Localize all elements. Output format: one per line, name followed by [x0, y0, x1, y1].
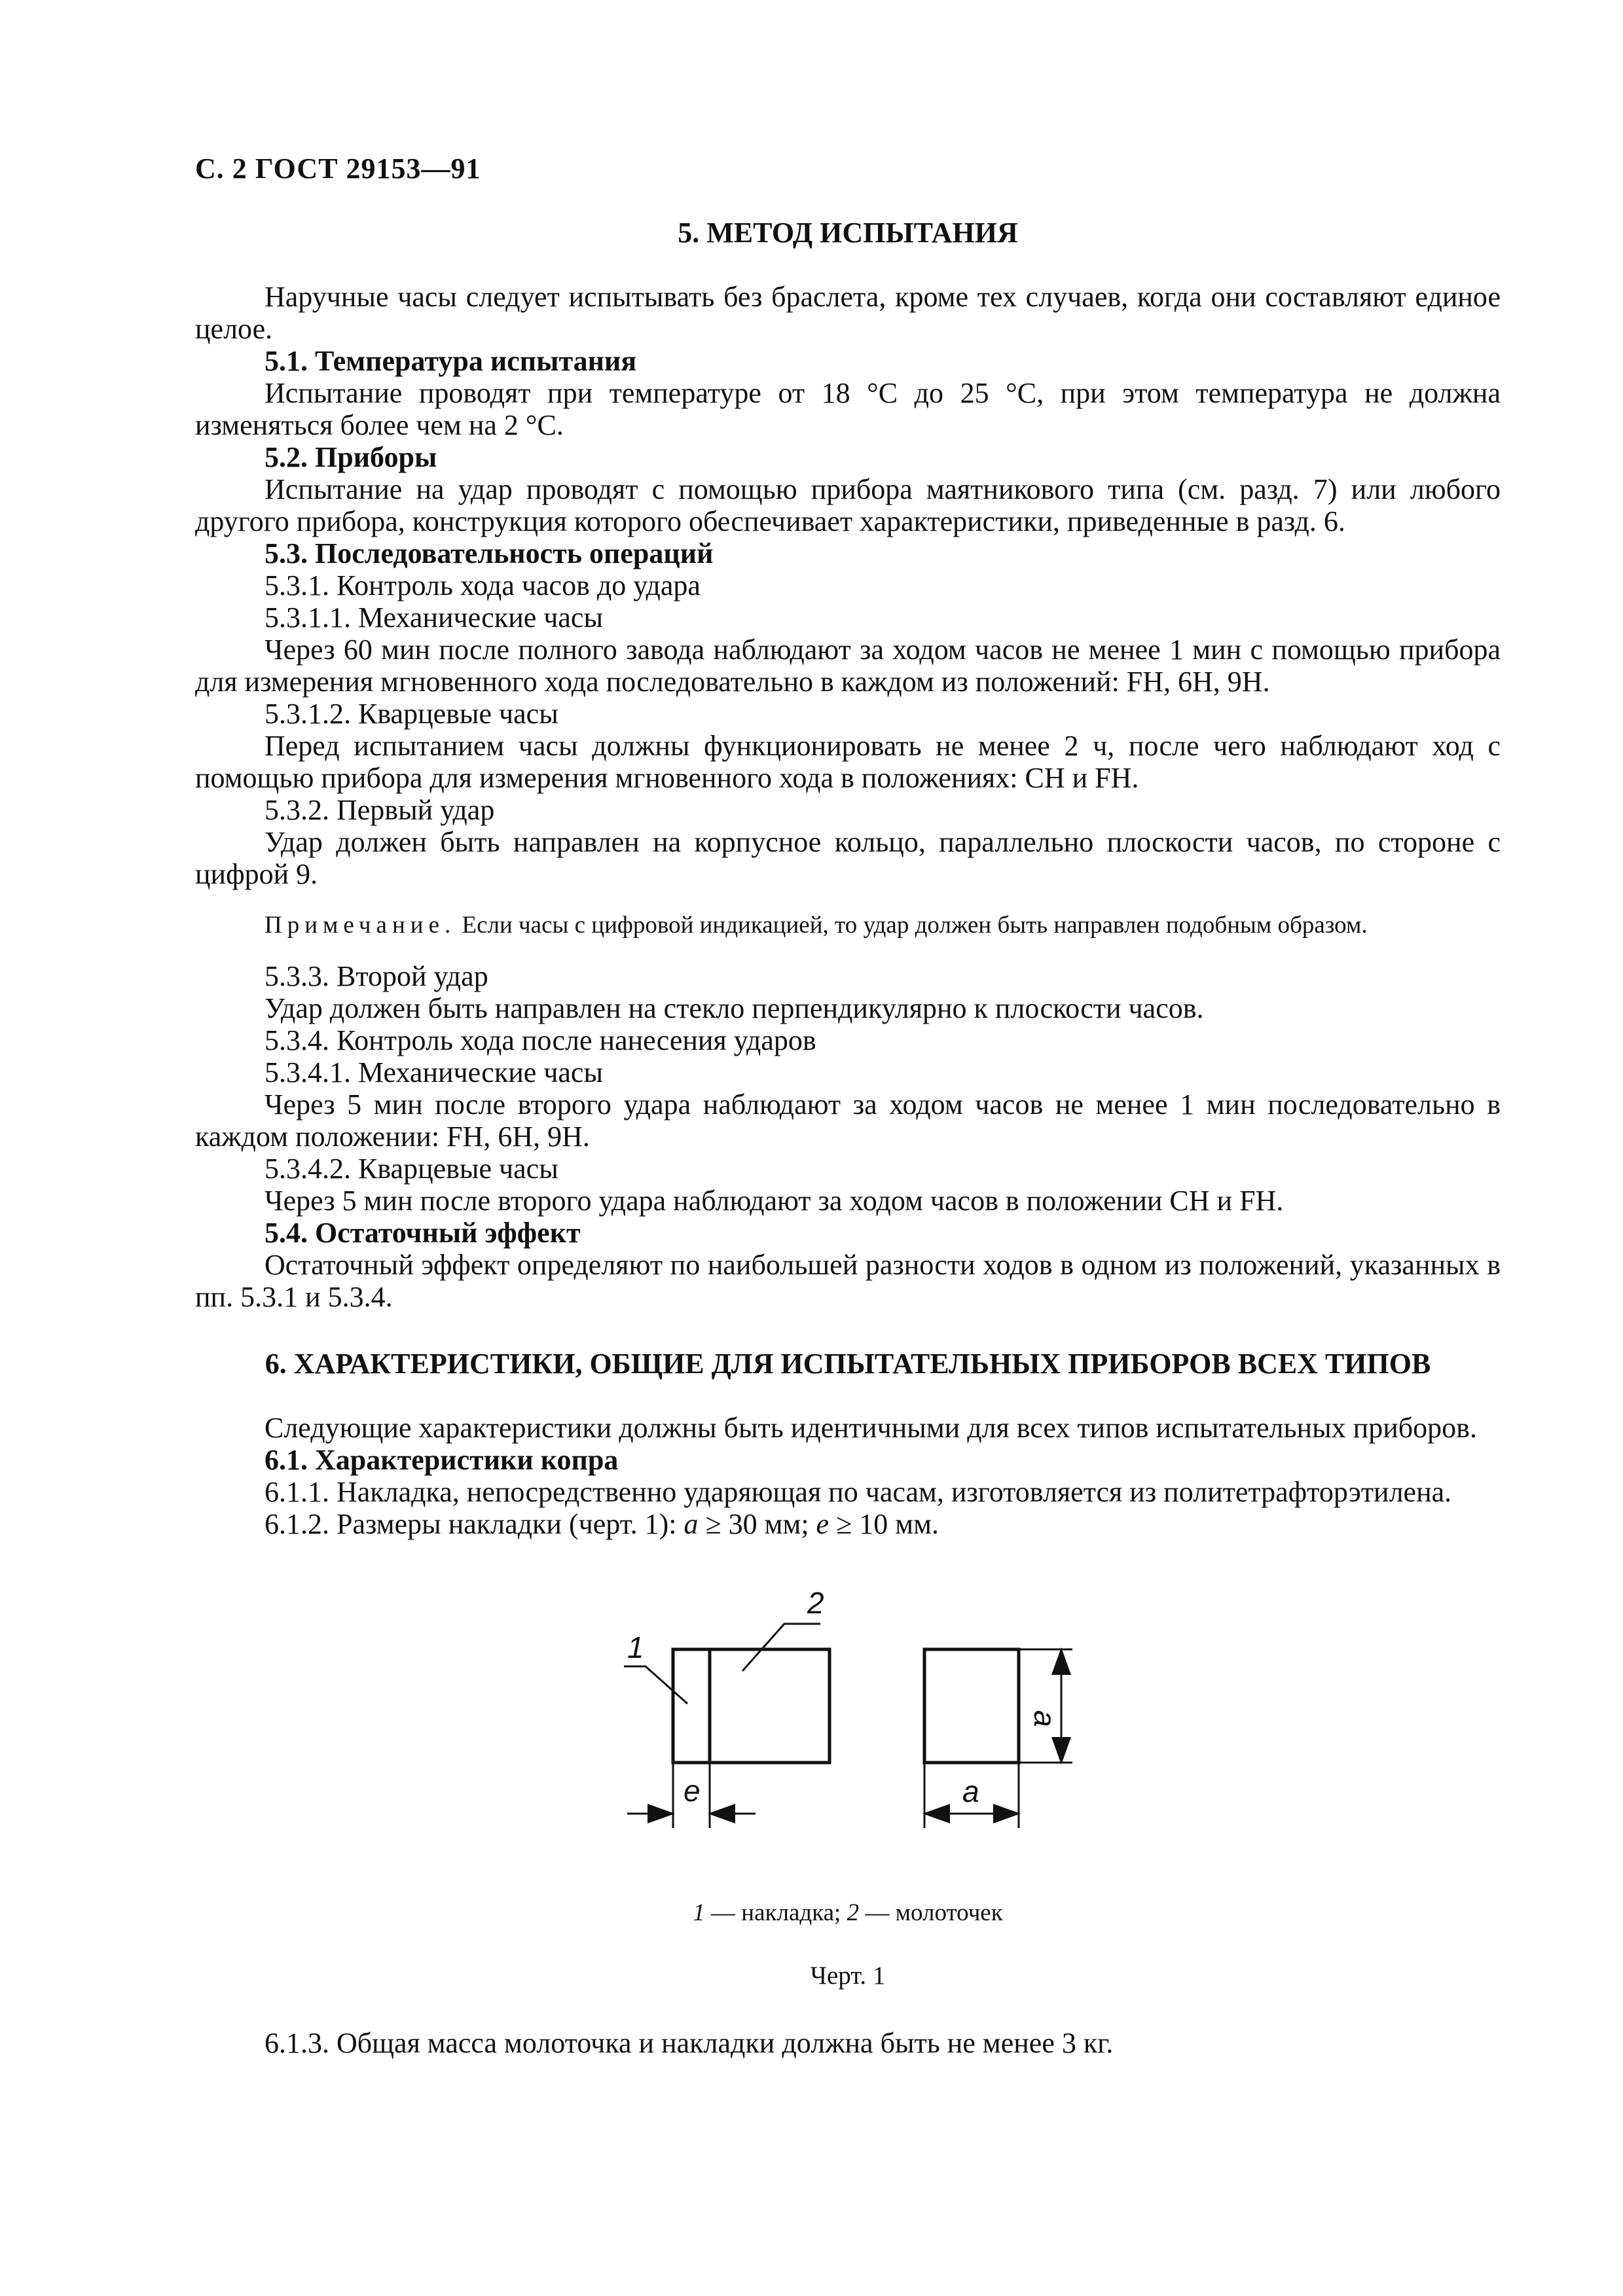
heading-6-1: 6.1. Характеристики копра — [264, 1444, 619, 1476]
paragraph-5-4: Остаточный эффект определяют по наибольшей разности ходов в одном из положений, указанных в пп. 5.3.1 и 5.3.4. — [195, 1249, 1501, 1313]
subheading-5-3-1-1: 5.3.1.1. Механические часы — [264, 601, 604, 634]
section-6-title: 6. ХАРАКТЕРИСТИКИ, ОБЩИЕ ДЛЯ ИСПЫТАТЕЛЬНЫХ ПРИБОРОВ ВСЕХ ТИПОВ — [264, 1348, 1431, 1380]
var-a: a — [684, 1508, 699, 1540]
figure-title: Черт. 1 — [810, 1962, 886, 1990]
heading-5-4: 5.4. Остаточный эффект — [264, 1217, 581, 1249]
paragraph-5-1: Испытание проводят при температуре от 18 °С до 25 °С, при этом температура не должна изменяться более чем на 2 °С. — [195, 377, 1501, 441]
paragraph-5-3-3: Удар должен быть направлен на стекло перпендикулярно к плоскости часов. — [264, 992, 1204, 1024]
paragraph-5-3-4-1: Через 5 мин после второго удара наблюдают за ходом часов не менее 1 мин последовательно в каждом положении: FH, 6H, 9H. — [195, 1088, 1501, 1153]
caption-num-1: 1 — [693, 1899, 705, 1926]
subheading-5-3-1-2: 5.3.1.2. Кварцевые часы — [264, 698, 558, 730]
paragraph-6-1-2 — [195, 1508, 1501, 1540]
var-e: e — [816, 1508, 830, 1540]
paragraph-5-3-4-2: Через 5 мин после второго удара наблюдают за ходом часов в положении CH и FH. — [264, 1185, 1284, 1217]
p612-text-a: 6.1.2. Размеры накладки (черт. 1): — [264, 1508, 684, 1540]
caption-num-2: 2 — [847, 1899, 860, 1926]
figure-caption — [195, 1899, 1501, 1927]
p612-text-b: ≥ 30 мм; — [698, 1508, 816, 1540]
paragraph-6-1-3: 6.1.3. Общая масса молоточка и накладки должна быть не менее 3 кг. — [264, 2027, 1114, 2059]
subheading-5-3-3: 5.3.3. Второй удар — [264, 960, 488, 992]
heading-5-1: 5.1. Температура испытания — [264, 345, 637, 377]
document-body — [195, 216, 1501, 2059]
section-5-title: 5. МЕТОД ИСПЫТАНИЯ — [678, 217, 1018, 249]
section-5-intro: Наручные часы следует испытывать без браслета, кроме тех случаев, когда они составляют единое целое. — [195, 281, 1501, 345]
p612-text-c: ≥ 10 мм. — [829, 1508, 939, 1540]
label-a-side: a — [1028, 1710, 1062, 1727]
note-text: Если часы с цифровой индикацией, то удар должен быть направлен подобным образом. — [456, 912, 1368, 939]
page-header: С. 2 ГОСТ 29153—91 — [195, 152, 481, 185]
subheading-5-3-4-2: 5.3.4.2. Кварцевые часы — [264, 1153, 558, 1185]
figure-drawing — [195, 1579, 1501, 1893]
paragraph-5-2: Испытание на удар проводят с помощью прибора маятникового типа (см. разд. 7) или любого другого прибора, конструкция которого обеспечивает характеристики, приведенные в разд. 6. — [195, 473, 1501, 537]
label-e: e — [684, 1774, 701, 1808]
leader-2 — [742, 1624, 820, 1671]
label-a-bottom: a — [962, 1774, 979, 1808]
paragraph-6-1-1: 6.1.1. Накладка, непосредственно ударяющая по часам, изготовляется из политетрафторэтилена. — [264, 1476, 1452, 1508]
subheading-5-3-4: 5.3.4. Контроль хода после нанесения ударов — [264, 1024, 816, 1056]
leader-1 — [624, 1666, 687, 1704]
subheading-5-3-2: 5.3.2. Первый удар — [264, 794, 495, 826]
caption-text-2: — молоточек — [859, 1899, 1003, 1926]
pad-front-shape — [924, 1649, 1019, 1763]
section-6-intro: Следующие характеристики должны быть идентичными для всех типов испытательных приборов. — [264, 1412, 1477, 1444]
label-2: 2 — [807, 1586, 824, 1620]
heading-5-2: 5.2. Приборы — [264, 441, 437, 473]
paragraph-5-3-1-1: Через 60 мин после полного завода наблюдают за ходом часов не менее 1 мин с помощью прибора для измерения мгновенного хода последовательно в каждом из положений: FH, 6H, 9H. — [195, 634, 1501, 698]
paragraph-5-3-2: Удар должен быть направлен на корпусное кольцо, параллельно плоскости часов, по стороне с цифрой 9. — [195, 826, 1501, 890]
subheading-5-3-1: 5.3.1. Контроль хода часов до удара — [264, 569, 701, 601]
pad-shape — [673, 1649, 710, 1763]
caption-text-1: — накладка; — [704, 1899, 847, 1926]
heading-5-3: 5.3. Последовательность операций — [264, 537, 714, 569]
note-label: Примечание. — [264, 912, 456, 939]
label-1: 1 — [627, 1630, 644, 1664]
hammer-shape — [710, 1649, 830, 1763]
paragraph-5-3-1-2: Перед испытанием часы должны функционировать не менее 2 ч, после чего наблюдают ход с помощью прибора для измерения мгновенного хода в положениях: CH и FH. — [195, 730, 1501, 794]
note — [195, 911, 1501, 939]
subheading-5-3-4-1: 5.3.4.1. Механические часы — [264, 1056, 604, 1088]
figure-1 — [195, 1579, 1501, 1893]
